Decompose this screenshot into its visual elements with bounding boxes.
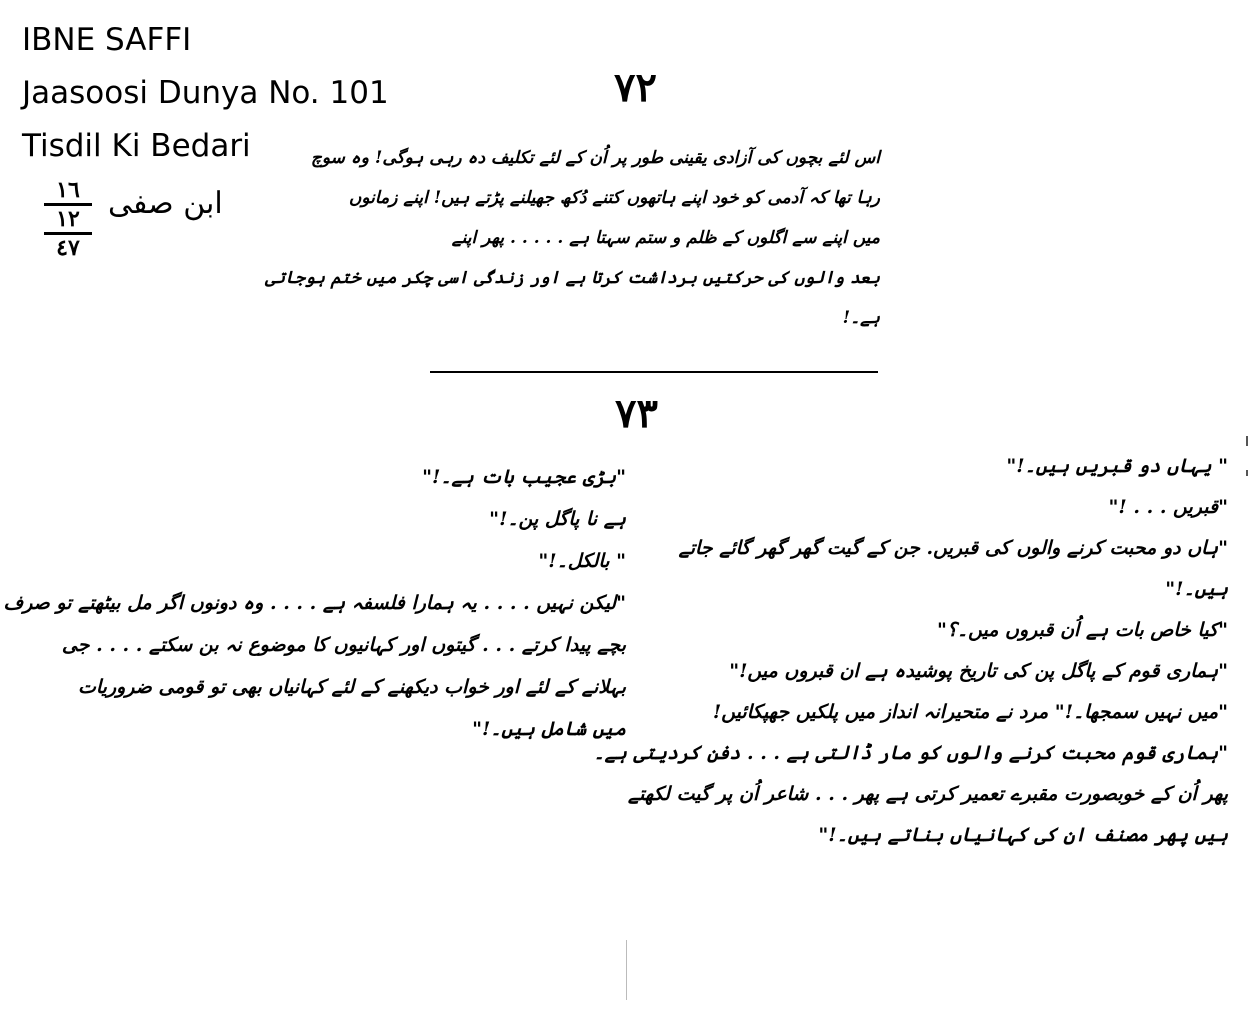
right-column [593, 446, 1228, 856]
text-line: "ہماری قوم کے پاگل پن کی تاریخ پوشیدہ ہے ان قبروں میں!" [729, 660, 1228, 682]
date-month: ١٢ [56, 206, 80, 232]
page-number-top: ٧٢ [614, 64, 657, 111]
text-line: "قبریں . . . !" [1108, 496, 1228, 518]
story-title: Tisdil Ki Bedari [22, 128, 251, 164]
page-number-middle: ٧٣ [615, 390, 658, 437]
date-day: ١٦ [56, 177, 80, 203]
scan-artifact [1246, 470, 1248, 476]
page-divider [430, 371, 878, 373]
text-line: ہے نا پاگل پن۔!" [489, 508, 626, 530]
text-line: پھر اُن کے خوبصورت مقبرے تعمیر کرتی ہے پھر . . . شاعر اُن پر گیت لکھتے [628, 783, 1228, 805]
text-line: "لیکن نہیں . . . . یہ ہمارا فلسفہ ہے . . . . وہ دونوں اگر مل بیٹھتے تو صرف [3, 592, 626, 614]
text-line: "ہماری قوم محبت کرنے والوں کو مار ڈالتی ہے . . . دفن کردیتی ہے۔ [593, 742, 1228, 764]
series-label: Jaasoosi Dunya No. 101 [22, 75, 389, 111]
text-line: "میں نہیں سمجھا۔!" مرد نے متحیرانہ انداز میں پلکیں جھپکائیں! [712, 701, 1228, 723]
text-line: ہیں پھر مصنف ان کی کہانیاں بناتے ہیں۔!" [818, 824, 1228, 846]
text-line: "کیا خاص بات ہے اُن قبروں میں۔؟" [936, 619, 1228, 641]
top-paragraph [265, 138, 880, 338]
text-line: بچے پیدا کرتے . . . گیتوں اور کہانیوں کا موضوع نہ بن سکتے . . . . جی [61, 634, 626, 656]
text-line: میں اپنے سے اگلوں کے ظلم و ستم سہتا ہے . . . . . پھر اپنے [451, 228, 880, 248]
text-line: " بالکل۔!" [538, 550, 626, 572]
author-label: IBNE SAFFI [22, 22, 192, 58]
text-line: "بڑی عجیب بات ہے۔!" [422, 466, 626, 488]
text-line: "ہاں دو محبت کرنے والوں کی قبریں. جن کے گیت گھر گھر گائے جاتے [678, 537, 1228, 559]
text-line: ہیں۔!" [1165, 578, 1228, 600]
scan-artifact [626, 940, 627, 1000]
text-line: بہلانے کے لئے اور خواب دیکھنے کے لئے کہانیاں بھی تو قومی ضروریات [77, 676, 626, 698]
text-line: بعد والوں کی حرکتیں برداشت کرتا ہے اور زندگی اسی چکر میں ختم ہوجاتی [265, 268, 880, 288]
scan-artifact [1246, 436, 1248, 446]
text-line: " یہاں دو قبریں ہیں۔!" [1006, 455, 1228, 477]
handwritten-date [42, 178, 94, 260]
text-line: رہا تھا کہ آدمی کو خود اپنے ہاتھوں کتنے دُکھ جھیلنے پڑتے ہیں! اپنے زمانوں [348, 188, 880, 208]
text-line: میں شامل ہیں۔!" [472, 718, 626, 740]
text-line: اس لئے بچوں کی آزادی یقینی طور پر اُن کے لئے تکلیف دہ رہی ہوگی! وہ سوچ [310, 148, 880, 168]
handwritten-signature: ابن صفی [108, 186, 223, 221]
date-year: ٤٧ [56, 235, 80, 261]
text-line: ہے۔! [842, 308, 880, 328]
left-column [3, 456, 626, 750]
